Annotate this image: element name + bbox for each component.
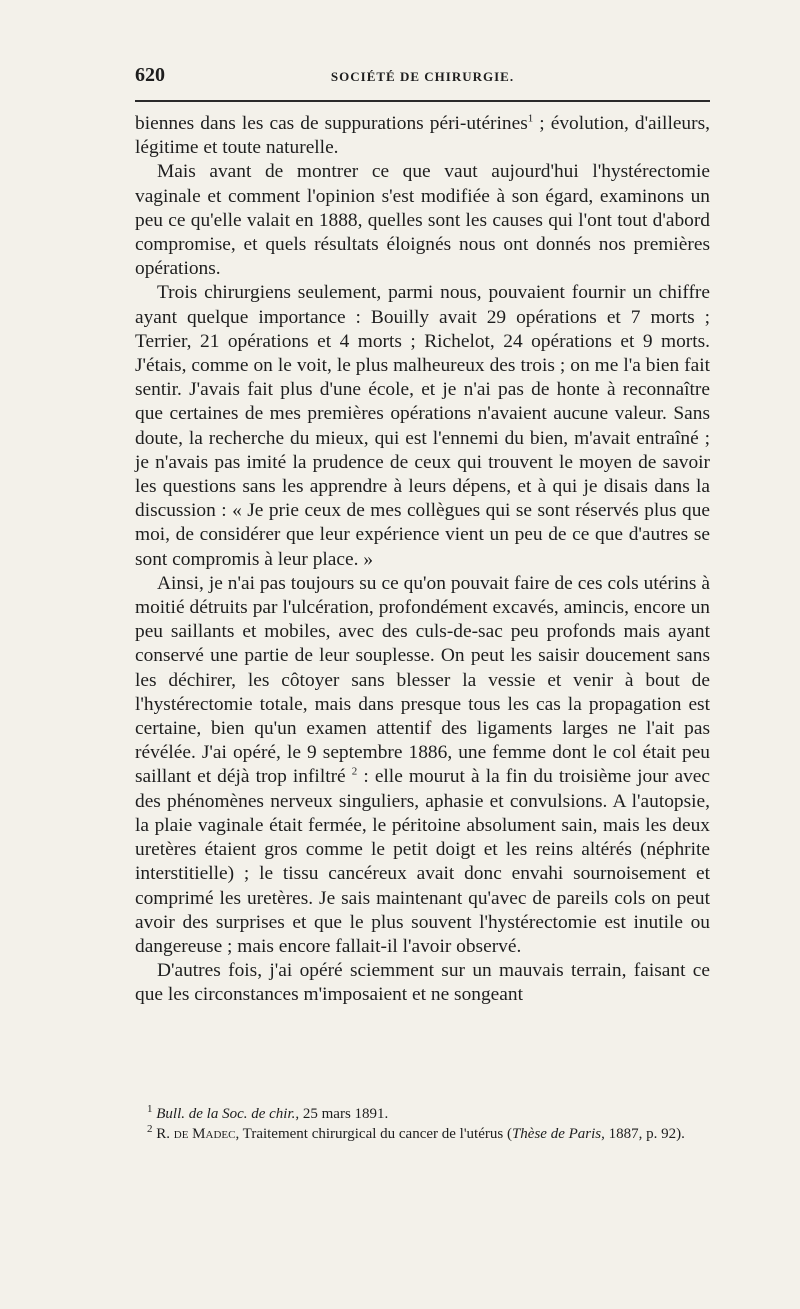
paragraph-3: Trois chirurgiens seulement, parmi nous, pouvaient fournir un chiffre ayant quelque importance : Bouilly avait 29 opérations et 7 morts ; Terrier, 21 opérations et 4 morts ; Richelot, 24 opérations et 9 morts. J'étais, comme on le voit, le plus malheureux des trois ; on me l'a bien fait sentir. J'avais fait plus d'une école, et je n'ai pas de honte à reconnaître que certaines de mes premières opérations n'avaient aucune valeur. Sans doute, la recherche du mieux, qui est l'ennemi du bien, m'avait entraîné ; je n'avais pas imité la prudence de ceux qui trouvent le moyen de savoir les questions sans les apprendre à leurs dépens, et à qui je disais dans la discussion : « Je prie ceux de mes collègues qui se sont réservés plus que moi, de considérer que leur expérience vient un peu de ce que d'autres se sont compromis à leur place. » bbox=[135, 282, 710, 570]
running-title: SOCIÉTÉ DE CHIRURGIE. bbox=[330, 69, 515, 84]
footnote-marker-2: 2 bbox=[147, 1123, 153, 1135]
body-text bbox=[135, 112, 710, 1008]
footnote-marker-1: 1 bbox=[147, 1103, 153, 1115]
page-number: 620 bbox=[135, 64, 165, 86]
paragraph-5: D'autres fois, j'ai opéré sciemment sur un mauvais terrain, faisant ce que les circonstances m'imposaient et ne songeant bbox=[135, 960, 710, 1006]
paragraph-4: Ainsi, je n'ai pas toujours su ce qu'on pouvait faire de ces cols utérins à moitié détruits par l'ulcération, profondément excavés, amincis, encore un peu saillants et mobiles, avec des culs-de-sac peu profonds mais ayant conservé une partie de leur souplesse. On peut les saisir doucement sans les déchirer, les côtoyer sans blesser la vessie et venir à bout de l'hystérectomie totale, mais dans presque tous les cas la propagation est certaine, bien qu'un examen attentif des ligaments larges ne l'ait pas révélée. J'ai opéré, le 9 septembre 1886, une femme dont le col était peu saillant et déjà trop infiltré $^2$ : elle mourut à la fin du troisième jour avec des phénomènes nerveux singuliers, aphasie et convulsions. A l'autopsie, la plaie vaginale était fermée, le péritoine absolument sain, mais les deux uretères étaient gros comme le petit doigt et les reins altérés (néphrite interstitielle) ; le tissu cancéreux avait donc envahi sournoisement et comprimé les uretères. Je sais maintenant qu'avec de pareils cols on peut avoir des surprises et que le plus souvent l'hystérectomie est inutile ou dangereuse ; mais encore fallait-il l'avoir observé. bbox=[135, 572, 710, 957]
footnote-2: $^2$ R. de Madec, Traitement chirurgical du cancer de l'utérus (Thèse de Paris, 1887, p. 92). bbox=[147, 1123, 685, 1142]
paragraph-1: biennes dans les cas de suppurations péri-utérines$^1$ ; évolution, d'ailleurs, légitime et toute naturelle. bbox=[135, 112, 710, 159]
footnote-ref-1: 1 bbox=[527, 112, 534, 125]
footnotes bbox=[135, 1104, 710, 1144]
footnote-ref-2: 2 bbox=[351, 766, 358, 779]
paragraph-2: Mais avant de montrer ce que vaut aujourd'hui l'hystérectomie vaginale et comment l'opinion s'est modifiée à son égard, examinons un peu ce qu'elle valait en 1888, quelles sont les causes qui l'ont tout d'abord compromise, et quels résultats éloignés nous ont donnés nos premières opérations. bbox=[135, 161, 710, 280]
page-header bbox=[135, 64, 710, 94]
header-rule bbox=[135, 100, 710, 102]
footnote-author: R. de Madec bbox=[156, 1126, 236, 1142]
footnote-1: $^1$ Bull. de la Soc. de chir., 25 mars 1891. bbox=[147, 1103, 389, 1122]
